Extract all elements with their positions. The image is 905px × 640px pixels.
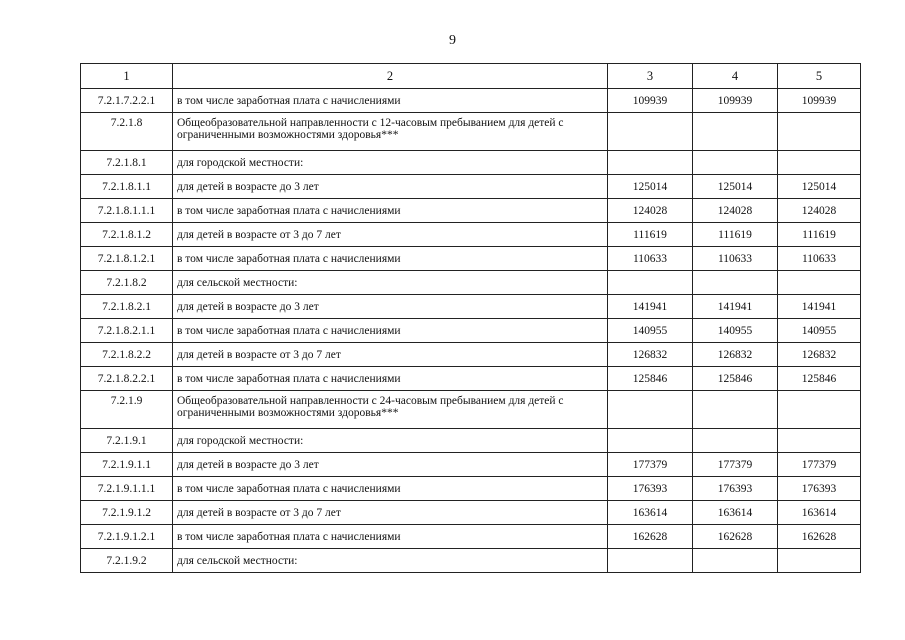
row-value-col-5 bbox=[778, 151, 861, 175]
row-value-col-3 bbox=[608, 151, 693, 175]
row-description: для детей в возрасте от 3 до 7 лет bbox=[173, 223, 608, 247]
row-value-col-5: 109939 bbox=[778, 89, 861, 113]
row-value-col-5: 126832 bbox=[778, 343, 861, 367]
row-value-col-5 bbox=[778, 113, 861, 151]
row-code: 7.2.1.8.1.2.1 bbox=[81, 247, 173, 271]
table-row bbox=[81, 367, 861, 391]
row-code: 7.2.1.9.1.1 bbox=[81, 453, 173, 477]
row-description: для детей в возрасте до 3 лет bbox=[173, 175, 608, 199]
row-description: для детей в возрасте до 3 лет bbox=[173, 453, 608, 477]
row-value-col-5 bbox=[778, 391, 861, 429]
row-value-col-4 bbox=[693, 113, 778, 151]
row-description: в том числе заработная плата с начислениями bbox=[173, 247, 608, 271]
row-value-col-4: 176393 bbox=[693, 477, 778, 501]
row-description: для детей в возрасте до 3 лет bbox=[173, 295, 608, 319]
table-header bbox=[81, 64, 861, 89]
row-value-col-4: 141941 bbox=[693, 295, 778, 319]
row-value-col-3 bbox=[608, 271, 693, 295]
row-value-col-3: 177379 bbox=[608, 453, 693, 477]
row-description: в том числе заработная плата с начислениями bbox=[173, 199, 608, 223]
row-code: 7.2.1.8.1.1.1 bbox=[81, 199, 173, 223]
row-value-col-4: 124028 bbox=[693, 199, 778, 223]
row-description: в том числе заработная плата с начислениями bbox=[173, 525, 608, 549]
row-value-col-3: 176393 bbox=[608, 477, 693, 501]
row-value-col-3: 125846 bbox=[608, 367, 693, 391]
row-code: 7.2.1.8.1 bbox=[81, 151, 173, 175]
table-row bbox=[81, 175, 861, 199]
row-description: Общеобразовательной направленности с 12-часовым пребыванием для детей с ограниченными возможностями здоровья*** bbox=[173, 113, 608, 151]
row-value-col-3: 125014 bbox=[608, 175, 693, 199]
row-value-col-5: 140955 bbox=[778, 319, 861, 343]
row-value-col-3 bbox=[608, 549, 693, 573]
table-row bbox=[81, 429, 861, 453]
row-value-col-4: 109939 bbox=[693, 89, 778, 113]
table-row bbox=[81, 113, 861, 151]
table-row bbox=[81, 453, 861, 477]
row-value-col-3 bbox=[608, 113, 693, 151]
row-value-col-4: 177379 bbox=[693, 453, 778, 477]
row-value-col-3: 162628 bbox=[608, 525, 693, 549]
row-value-col-4 bbox=[693, 271, 778, 295]
row-value-col-5 bbox=[778, 549, 861, 573]
row-value-col-5: 176393 bbox=[778, 477, 861, 501]
row-value-col-3 bbox=[608, 429, 693, 453]
row-value-col-5: 163614 bbox=[778, 501, 861, 525]
header-col-3: 3 bbox=[608, 64, 693, 89]
row-value-col-5: 125014 bbox=[778, 175, 861, 199]
row-value-col-4: 110633 bbox=[693, 247, 778, 271]
row-value-col-4 bbox=[693, 151, 778, 175]
row-value-col-4: 111619 bbox=[693, 223, 778, 247]
row-description: для сельской местности: bbox=[173, 549, 608, 573]
row-code: 7.2.1.9.1.2 bbox=[81, 501, 173, 525]
table-row bbox=[81, 343, 861, 367]
row-code: 7.2.1.8.2.1 bbox=[81, 295, 173, 319]
row-code: 7.2.1.9 bbox=[81, 391, 173, 429]
row-value-col-3: 124028 bbox=[608, 199, 693, 223]
table-row bbox=[81, 391, 861, 429]
header-row bbox=[81, 64, 861, 89]
row-code: 7.2.1.8.2.2 bbox=[81, 343, 173, 367]
row-description: для детей в возрасте от 3 до 7 лет bbox=[173, 501, 608, 525]
row-value-col-5: 141941 bbox=[778, 295, 861, 319]
row-code: 7.2.1.8.1.1 bbox=[81, 175, 173, 199]
row-value-col-4: 162628 bbox=[693, 525, 778, 549]
row-value-col-4 bbox=[693, 549, 778, 573]
row-code: 7.2.1.9.2 bbox=[81, 549, 173, 573]
table-row bbox=[81, 525, 861, 549]
row-value-col-4: 125014 bbox=[693, 175, 778, 199]
row-value-col-4: 140955 bbox=[693, 319, 778, 343]
row-description: для городской местности: bbox=[173, 429, 608, 453]
row-value-col-3: 110633 bbox=[608, 247, 693, 271]
row-description: для сельской местности: bbox=[173, 271, 608, 295]
table-body bbox=[81, 89, 861, 573]
row-code: 7.2.1.8.2 bbox=[81, 271, 173, 295]
row-value-col-4 bbox=[693, 391, 778, 429]
row-value-col-3 bbox=[608, 391, 693, 429]
table-row bbox=[81, 223, 861, 247]
row-value-col-4 bbox=[693, 429, 778, 453]
row-value-col-4: 125846 bbox=[693, 367, 778, 391]
row-code: 7.2.1.8.2.1.1 bbox=[81, 319, 173, 343]
row-code: 7.2.1.8.2.2.1 bbox=[81, 367, 173, 391]
header-col-1: 1 bbox=[81, 64, 173, 89]
table-row bbox=[81, 89, 861, 113]
data-table bbox=[80, 63, 861, 573]
page-number: 9 bbox=[449, 33, 456, 48]
row-value-col-5: 124028 bbox=[778, 199, 861, 223]
row-description: в том числе заработная плата с начислениями bbox=[173, 367, 608, 391]
row-description: в том числе заработная плата с начислениями bbox=[173, 477, 608, 501]
table-row bbox=[81, 477, 861, 501]
header-col-4: 4 bbox=[693, 64, 778, 89]
row-value-col-3: 141941 bbox=[608, 295, 693, 319]
table-row bbox=[81, 501, 861, 525]
table-row bbox=[81, 151, 861, 175]
table-row bbox=[81, 271, 861, 295]
table-row bbox=[81, 295, 861, 319]
row-value-col-5 bbox=[778, 271, 861, 295]
row-description: в том числе заработная плата с начислениями bbox=[173, 319, 608, 343]
row-description: в том числе заработная плата с начислениями bbox=[173, 89, 608, 113]
row-value-col-5: 162628 bbox=[778, 525, 861, 549]
row-value-col-5: 111619 bbox=[778, 223, 861, 247]
row-value-col-5: 110633 bbox=[778, 247, 861, 271]
table-row bbox=[81, 319, 861, 343]
row-value-col-3: 126832 bbox=[608, 343, 693, 367]
row-code: 7.2.1.9.1.1.1 bbox=[81, 477, 173, 501]
row-value-col-5: 177379 bbox=[778, 453, 861, 477]
table-row bbox=[81, 549, 861, 573]
row-value-col-5: 125846 bbox=[778, 367, 861, 391]
table-row bbox=[81, 199, 861, 223]
row-code: 7.2.1.8.1.2 bbox=[81, 223, 173, 247]
row-code: 7.2.1.9.1 bbox=[81, 429, 173, 453]
table-row bbox=[81, 247, 861, 271]
row-value-col-4: 126832 bbox=[693, 343, 778, 367]
header-col-5: 5 bbox=[778, 64, 861, 89]
row-value-col-5 bbox=[778, 429, 861, 453]
row-value-col-3: 140955 bbox=[608, 319, 693, 343]
row-value-col-4: 163614 bbox=[693, 501, 778, 525]
row-value-col-3: 109939 bbox=[608, 89, 693, 113]
row-code: 7.2.1.7.2.2.1 bbox=[81, 89, 173, 113]
row-value-col-3: 111619 bbox=[608, 223, 693, 247]
row-description: Общеобразовательной направленности с 24-часовым пребыванием для детей с ограниченными возможностями здоровья*** bbox=[173, 391, 608, 429]
row-value-col-3: 163614 bbox=[608, 501, 693, 525]
row-description: для детей в возрасте от 3 до 7 лет bbox=[173, 343, 608, 367]
row-code: 7.2.1.8 bbox=[81, 113, 173, 151]
row-description: для городской местности: bbox=[173, 151, 608, 175]
header-col-2: 2 bbox=[173, 64, 608, 89]
row-code: 7.2.1.9.1.2.1 bbox=[81, 525, 173, 549]
